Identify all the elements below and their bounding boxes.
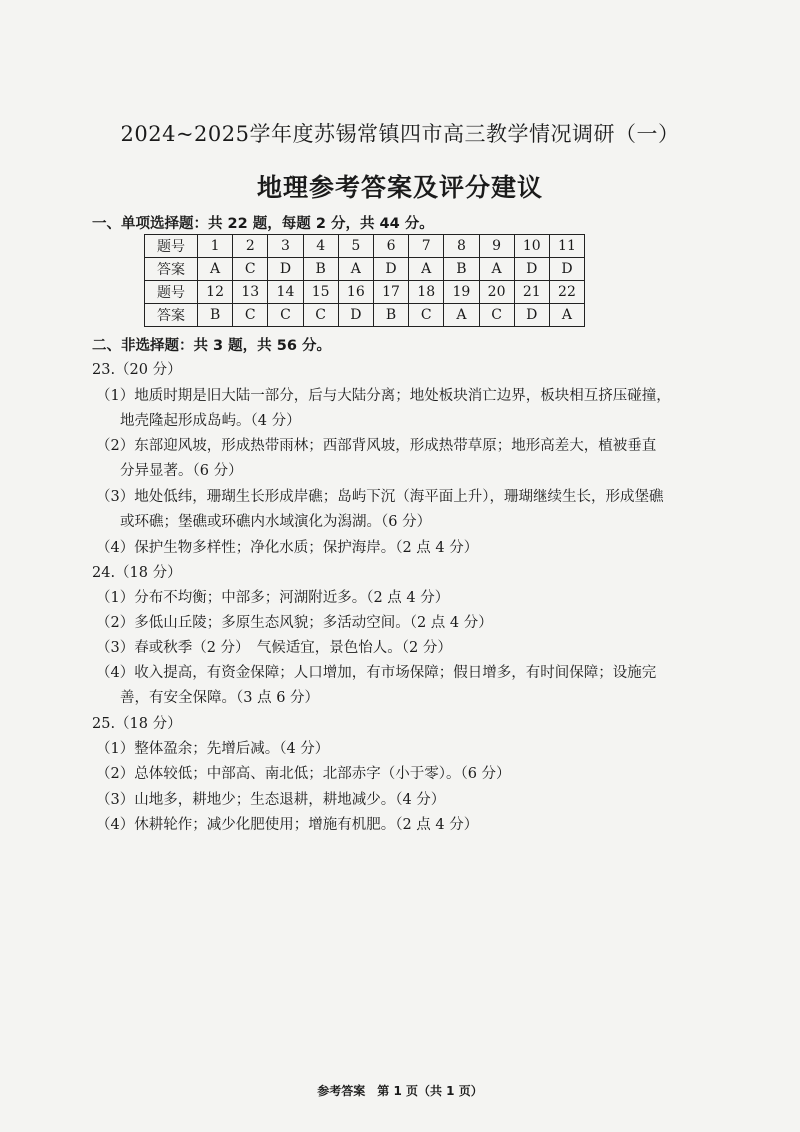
q24-answer-3: （3）春或秋季（2 分） 气候适宜，景色怡人。（2 分） [96, 640, 452, 656]
q23-answer-1: （1）地质时期是旧大陆一部分，后与大陆分离；地处板块消亡边界，板块相互挤压碰撞， [96, 388, 671, 404]
answer-table [144, 234, 585, 327]
table-cell: B [303, 258, 338, 281]
table-cell: 11 [549, 235, 584, 258]
table-cell: 12 [198, 281, 233, 304]
table-cell: 3 [268, 235, 303, 258]
table-cell: 19 [444, 281, 479, 304]
row-label: 答案 [145, 304, 198, 327]
table-cell: B [198, 304, 233, 327]
table-cell: 1 [198, 235, 233, 258]
table-cell: 17 [373, 281, 408, 304]
table-cell: 16 [338, 281, 373, 304]
q23-answer-1-cont: 地壳隆起形成岛屿。（4 分） [120, 413, 301, 429]
table-cell: A [198, 258, 233, 281]
table-cell: D [338, 304, 373, 327]
table-cell: 8 [444, 235, 479, 258]
table-row [145, 235, 585, 258]
document-title: 2024~2025学年度苏锡常镇四市高三教学情况调研（一） [120, 122, 680, 146]
question-23-heading: 23.（20 分） [92, 362, 182, 378]
table-cell: C [409, 304, 444, 327]
table-cell: A [338, 258, 373, 281]
table-cell: 7 [409, 235, 444, 258]
table-cell: A [549, 304, 584, 327]
table-cell: D [514, 304, 549, 327]
q23-answer-2-cont: 分异显著。（6 分） [120, 463, 243, 479]
table-cell: 15 [303, 281, 338, 304]
table-cell: D [549, 258, 584, 281]
table-cell: D [373, 258, 408, 281]
document-subtitle: 地理参考答案及评分建议 [256, 173, 543, 202]
table-cell: 10 [514, 235, 549, 258]
table-cell: 5 [338, 235, 373, 258]
table-cell: 2 [233, 235, 268, 258]
row-label: 题号 [145, 235, 198, 258]
table-cell: C [303, 304, 338, 327]
table-row [145, 304, 585, 327]
q25-answer-4: （4）休耕轮作；减少化肥使用；增施有机肥。（2 点 4 分） [96, 817, 479, 833]
question-25-heading: 25.（18 分） [92, 716, 182, 732]
table-cell: 9 [479, 235, 514, 258]
table-cell: 21 [514, 281, 549, 304]
question-24-heading: 24.（18 分） [92, 565, 182, 581]
row-label: 题号 [145, 281, 198, 304]
table-cell: C [268, 304, 303, 327]
table-cell: D [514, 258, 549, 281]
q25-answer-1: （1）整体盈余；先增后减。（4 分） [96, 741, 330, 757]
q24-answer-2: （2）多低山丘陵；多原生态风貌；多活动空间。（2 点 4 分） [96, 615, 493, 631]
table-cell: 13 [233, 281, 268, 304]
table-cell: 18 [409, 281, 444, 304]
table-cell: A [409, 258, 444, 281]
table-cell: C [233, 304, 268, 327]
table-cell: C [233, 258, 268, 281]
table-cell: C [479, 304, 514, 327]
row-label: 答案 [145, 258, 198, 281]
table-cell: D [268, 258, 303, 281]
table-cell: 20 [479, 281, 514, 304]
table-cell: 14 [268, 281, 303, 304]
table-cell: 4 [303, 235, 338, 258]
table-cell: B [373, 304, 408, 327]
q24-answer-4: （4）收入提高，有资金保障；人口增加，有市场保障；假日增多，有时间保障；设施完 [96, 665, 657, 681]
q25-answer-2: （2）总体较低；中部高、南北低；北部赤字（小于零）。（6 分） [96, 766, 511, 782]
table-row [145, 258, 585, 281]
table-cell: A [444, 304, 479, 327]
page-footer: 参考答案 第 1 页（共 1 页） [317, 1084, 483, 1098]
table-cell: 6 [373, 235, 408, 258]
table-cell: A [479, 258, 514, 281]
q25-answer-3: （3）山地多，耕地少；生态退耕，耕地减少。（4 分） [96, 792, 446, 808]
q23-answer-3: （3）地处低纬，珊瑚生长形成岸礁；岛屿下沉（海平面上升），珊瑚继续生长，形成堡礁 [96, 489, 664, 505]
q24-answer-4-cont: 善，有安全保障。（3 点 6 分） [120, 690, 320, 706]
q23-answer-2: （2）东部迎风坡，形成热带雨林；西部背风坡，形成热带草原；地形高差大，植被垂直 [96, 438, 657, 454]
table-cell: B [444, 258, 479, 281]
q24-answer-1: （1）分布不均衡；中部多；河湖附近多。（2 点 4 分） [96, 590, 450, 606]
table-row [145, 281, 585, 304]
q23-answer-4: （4）保护生物多样性；净化水质；保护海岸。（2 点 4 分） [96, 540, 479, 556]
table-cell: 22 [549, 281, 584, 304]
section-1-heading: 一、单项选择题：共 22 题，每题 2 分，共 44 分。 [92, 216, 434, 232]
section-2-heading: 二、非选择题：共 3 题，共 56 分。 [92, 338, 331, 354]
q23-answer-3-cont: 或环礁；堡礁或环礁内水域演化为潟湖。（6 分） [120, 514, 432, 530]
